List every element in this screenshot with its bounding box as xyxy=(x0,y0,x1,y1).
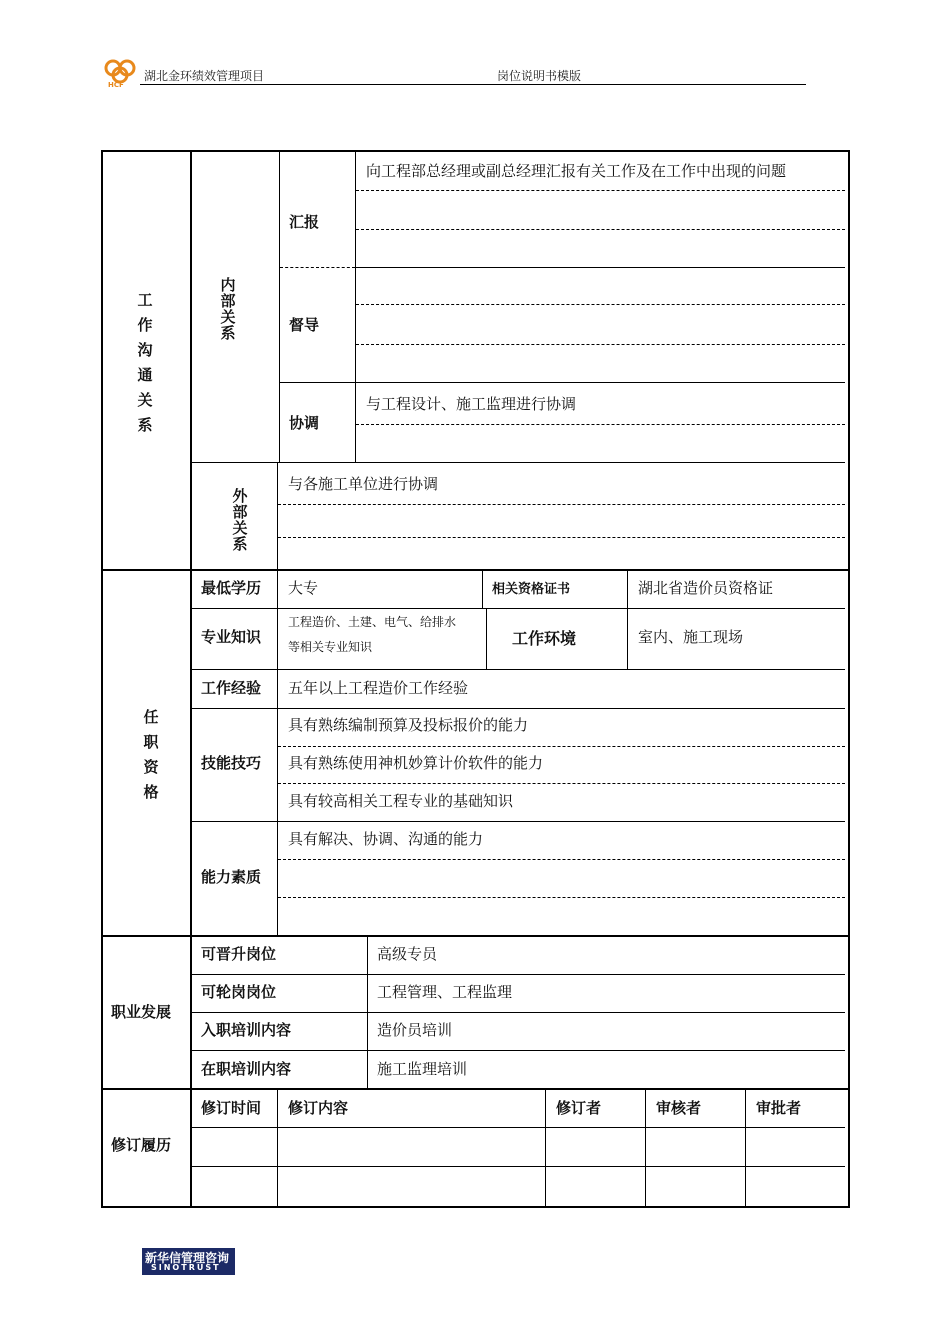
report-label: 汇报 xyxy=(289,213,320,231)
ability-dashed-line xyxy=(278,897,845,898)
knowledge-label: 专业知识 xyxy=(201,628,262,646)
logo-text: HCF xyxy=(108,81,124,89)
document-title: 岗位说明书模版 xyxy=(497,69,582,83)
revision-header-approver: 审批者 xyxy=(756,1099,802,1117)
supervise-label: 督导 xyxy=(289,316,320,334)
project-name: 湖北金环绩效管理项目 xyxy=(144,69,265,83)
row-divider xyxy=(192,669,845,670)
external-dashed-line xyxy=(278,504,845,505)
row-divider xyxy=(192,462,845,463)
row-divider xyxy=(192,1127,845,1128)
education-value: 大专 xyxy=(288,579,319,597)
revision-column-divider xyxy=(545,1090,546,1206)
supervise-dashed-line xyxy=(356,344,845,345)
section-divider xyxy=(101,569,850,571)
row-divider xyxy=(356,267,845,268)
experience-value: 五年以上工程造价工作经验 xyxy=(288,679,469,697)
external-line-1: 与各施工单位进行协调 xyxy=(288,475,439,493)
revision-header-time: 修订时间 xyxy=(201,1099,262,1117)
report-dashed-line xyxy=(356,190,845,191)
subtype-column-divider xyxy=(355,152,356,462)
qualification-label-divider xyxy=(277,571,278,935)
external-dashed-line xyxy=(278,537,845,538)
promotion-label: 可晋升岗位 xyxy=(201,945,277,963)
skills-label: 技能技巧 xyxy=(201,754,262,772)
communication-section-label: 工作沟通关系 xyxy=(137,291,153,434)
revision-section-label: 修订履历 xyxy=(111,1136,172,1154)
row-divider xyxy=(280,382,845,383)
cell-divider xyxy=(627,571,628,669)
inservice-training-value: 施工监理培训 xyxy=(377,1060,468,1078)
skill-dashed-line xyxy=(278,746,845,747)
education-label: 最低学历 xyxy=(201,579,262,597)
ability-label: 能力素质 xyxy=(201,868,262,886)
external-column-divider xyxy=(277,463,278,569)
report-line-1: 向工程部总经理或副总经理汇报有关工作及在工作中出现的问题 xyxy=(366,162,787,180)
row-divider xyxy=(280,267,355,268)
promotion-value: 高级专员 xyxy=(377,945,438,963)
qualification-section-label: 任职资格 xyxy=(143,708,159,801)
coordinate-label: 协调 xyxy=(289,414,320,432)
revision-column-divider xyxy=(745,1090,746,1206)
certificate-label: 相关资格证书 xyxy=(492,582,571,597)
skill-item: 具有熟练使用神机妙算计价软件的能力 xyxy=(288,754,544,772)
onboard-training-value: 造价员培训 xyxy=(377,1021,453,1039)
career-section-label: 职业发展 xyxy=(111,1003,172,1021)
section-divider xyxy=(101,1088,850,1090)
certificate-value: 湖北省造价员资格证 xyxy=(638,579,774,597)
environment-value: 室内、施工现场 xyxy=(638,628,744,646)
ability-item: 具有解决、协调、沟通的能力 xyxy=(288,830,484,848)
section-divider xyxy=(101,935,850,937)
row-divider xyxy=(192,1166,845,1167)
coordinate-line-1: 与工程设计、施工监理进行协调 xyxy=(366,395,577,413)
revision-header-reviser: 修订者 xyxy=(556,1099,602,1117)
internal-column-divider xyxy=(279,152,280,462)
internal-relations-label: 内部关系 xyxy=(220,276,236,342)
knowledge-value-line1: 工程造价、土建、电气、给排水 xyxy=(288,615,457,629)
row-divider xyxy=(192,608,845,609)
onboard-training-label: 入职培训内容 xyxy=(201,1021,292,1039)
footer-logo-en: SINOTRUST xyxy=(151,1263,221,1272)
inservice-training-label: 在职培训内容 xyxy=(201,1060,292,1078)
skill-dashed-line xyxy=(278,783,845,784)
row-divider xyxy=(192,708,845,709)
skill-item: 具有熟练编制预算及投标报价的能力 xyxy=(288,716,529,734)
row-divider xyxy=(192,974,845,975)
coordinate-dashed-line xyxy=(356,424,845,425)
ability-dashed-line xyxy=(278,859,845,860)
footer-logo xyxy=(142,1248,235,1275)
cell-divider xyxy=(486,609,487,669)
row-divider xyxy=(192,821,845,822)
revision-header-content: 修订内容 xyxy=(288,1099,349,1117)
skill-item: 具有较高相关工程专业的基础知识 xyxy=(288,792,514,810)
environment-label: 工作环境 xyxy=(512,629,577,648)
company-logo xyxy=(100,55,140,91)
row-divider xyxy=(192,1050,845,1051)
revision-header-reviewer: 审核者 xyxy=(656,1099,702,1117)
external-relations-label: 外部关系 xyxy=(232,487,248,553)
report-dashed-line xyxy=(356,229,845,230)
rotation-value: 工程管理、工程监理 xyxy=(377,983,513,1001)
revision-column-divider xyxy=(645,1090,646,1206)
cell-divider xyxy=(482,571,483,608)
knowledge-value-line2: 等相关专业知识 xyxy=(288,640,373,654)
experience-label: 工作经验 xyxy=(201,679,262,697)
supervise-dashed-line xyxy=(356,304,845,305)
rotation-label: 可轮岗岗位 xyxy=(201,983,277,1001)
section-column-divider xyxy=(190,152,192,1206)
row-divider xyxy=(192,1012,845,1013)
revision-column-divider xyxy=(277,1090,278,1206)
footer-logo-cn: 新华信管理咨询 xyxy=(145,1251,230,1265)
header-rule xyxy=(140,84,806,85)
